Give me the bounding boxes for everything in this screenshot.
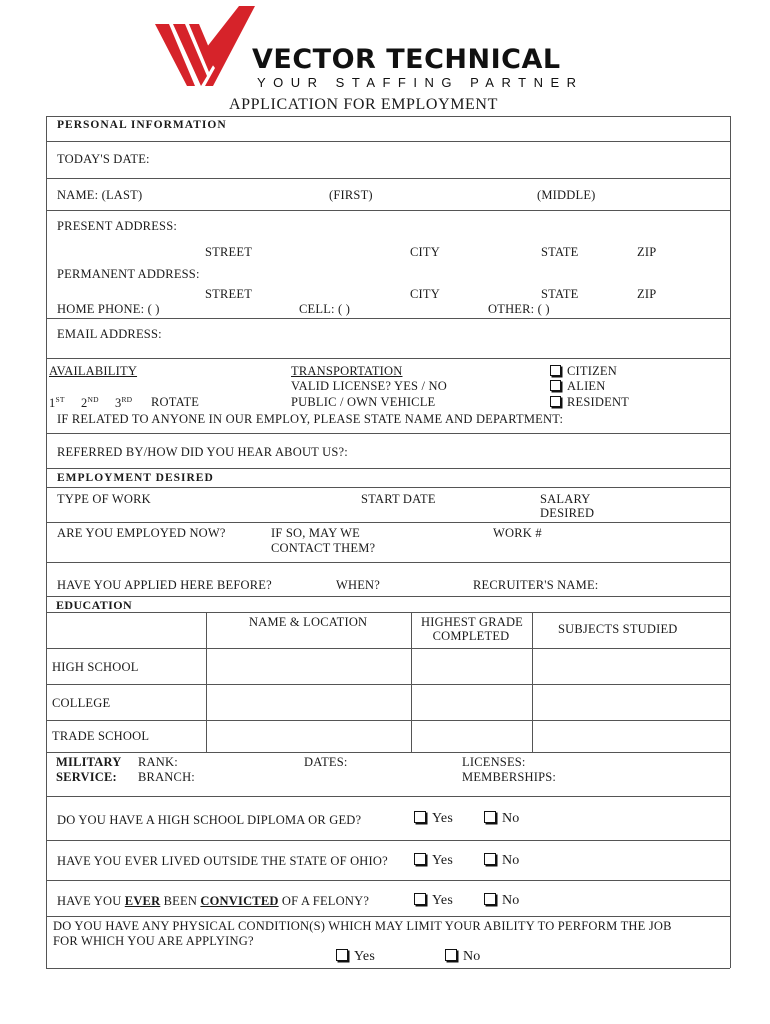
shift-rotate-option[interactable]: ROTATE [151,395,200,409]
company-tagline: YOUR STAFFING PARTNER [257,75,584,90]
referred-by-field[interactable]: REFERRED BY/HOW DID YOU HEAR ABOUT US?: [57,445,348,459]
recruiter-name-field[interactable]: RECRUITER'S NAME: [473,578,599,592]
military-rank-branch-field[interactable]: RANK: BRANCH: [138,755,195,784]
education-row-high-school: HIGH SCHOOL [52,660,139,674]
checkbox-icon [336,949,348,961]
checkbox-icon [414,811,426,823]
outside-ohio-question: HAVE YOU EVER LIVED OUTSIDE THE STATE OF OHIO? [57,854,388,868]
name-last-field[interactable]: NAME: (LAST) [57,188,143,202]
military-dates-field[interactable]: DATES: [304,755,348,769]
name-first-field[interactable]: (FIRST) [329,188,373,202]
related-employee-field[interactable]: IF RELATED TO ANYONE IN OUR EMPLOY, PLEASE STATE NAME AND DEPARTMENT: [57,412,564,426]
diploma-yes-checkbox[interactable]: Yes [414,811,453,827]
salary-desired-field[interactable]: SALARY DESIRED [540,492,595,520]
checkbox-icon [550,380,561,391]
todays-date-field[interactable]: TODAY'S DATE: [57,152,150,166]
diploma-no-checkbox[interactable]: No [484,811,520,827]
education-col-name-location: NAME & LOCATION [249,615,368,629]
company-logo-mark [155,6,265,88]
military-service-label: MILITARY SERVICE: [56,755,122,784]
education-row-college: COLLEGE [52,696,111,710]
education-col-subjects: SUBJECTS STUDIED [558,622,678,636]
employment-desired-heading: EMPLOYMENT DESIRED [57,472,214,484]
checkbox-icon [484,811,496,823]
other-phone-field[interactable]: OTHER: ( ) [488,302,550,316]
applied-before-field[interactable]: HAVE YOU APPLIED HERE BEFORE? [57,578,272,592]
present-address-field[interactable]: PRESENT ADDRESS: [57,219,178,233]
checkbox-icon [550,396,561,407]
education-heading: EDUCATION [56,598,133,612]
name-middle-field[interactable]: (MIDDLE) [537,188,596,202]
permanent-street-label: STREET [205,287,253,301]
shift-1st-option[interactable]: 1ST [49,395,65,410]
form-title: APPLICATION FOR EMPLOYMENT [229,96,498,113]
checkbox-icon [414,853,426,865]
contact-them-field[interactable]: IF SO, MAY WE CONTACT THEM? [271,526,376,555]
present-state-label: STATE [541,245,579,259]
outside-ohio-yes-checkbox[interactable]: Yes [414,853,453,869]
checkbox-icon [414,893,426,905]
permanent-address-field[interactable]: PERMANENT ADDRESS: [57,267,200,281]
checkbox-icon [445,949,457,961]
present-street-label: STREET [205,245,253,259]
felony-yes-checkbox[interactable]: Yes [414,893,453,909]
education-col-highest-grade: HIGHEST GRADE COMPLETED [421,615,524,643]
valid-license-question[interactable]: VALID LICENSE? YES / NO [291,379,447,393]
transportation-heading: TRANSPORTATION [291,364,403,378]
type-of-work-field[interactable]: TYPE OF WORK [57,492,151,506]
checkbox-icon [550,365,561,376]
physical-yes-checkbox[interactable]: Yes [336,949,375,965]
employed-now-field[interactable]: ARE YOU EMPLOYED NOW? [57,526,226,540]
checkbox-icon [484,853,496,865]
company-name: VECTOR TECHNICAL [252,44,561,75]
checkbox-icon [484,893,496,905]
outside-ohio-no-checkbox[interactable]: No [484,853,520,869]
vehicle-option[interactable]: PUBLIC / OWN VEHICLE [291,395,436,409]
felony-question: HAVE YOU EVER BEEN CONVICTED OF A FELONY? [57,894,370,908]
shift-2nd-option[interactable]: 2ND [81,395,99,410]
citizen-checkbox[interactable]: CITIZEN [550,364,617,379]
present-city-label: CITY [410,245,440,259]
start-date-field[interactable]: START DATE [361,492,436,506]
personal-info-heading: PERSONAL INFORMATION [57,119,227,131]
email-field[interactable]: EMAIL ADDRESS: [57,327,162,341]
cell-phone-field[interactable]: CELL: ( ) [299,302,351,316]
availability-heading: AVAILABILITY [49,364,138,378]
resident-checkbox[interactable]: RESIDENT [550,395,629,410]
diploma-question: DO YOU HAVE A HIGH SCHOOL DIPLOMA OR GED? [57,813,362,827]
present-zip-label: ZIP [637,245,657,259]
alien-checkbox[interactable]: ALIEN [550,379,606,394]
physical-condition-question: DO YOU HAVE ANY PHYSICAL CONDITION(S) WHICH MAY LIMIT YOUR ABILITY TO PERFORM THE JOB FOR WHICH YOU ARE APPLYING? [53,919,672,948]
permanent-state-label: STATE [541,287,579,301]
when-field[interactable]: WHEN? [336,578,381,592]
home-phone-field[interactable]: HOME PHONE: ( ) [57,302,160,316]
felony-no-checkbox[interactable]: No [484,893,520,909]
permanent-zip-label: ZIP [637,287,657,301]
physical-no-checkbox[interactable]: No [445,949,481,965]
education-row-trade-school: TRADE SCHOOL [52,729,150,743]
licenses-memberships-field[interactable]: LICENSES: MEMBERSHIPS: [462,755,557,784]
shift-3rd-option[interactable]: 3RD [115,395,133,410]
permanent-city-label: CITY [410,287,440,301]
work-number-field[interactable]: WORK # [493,526,542,540]
